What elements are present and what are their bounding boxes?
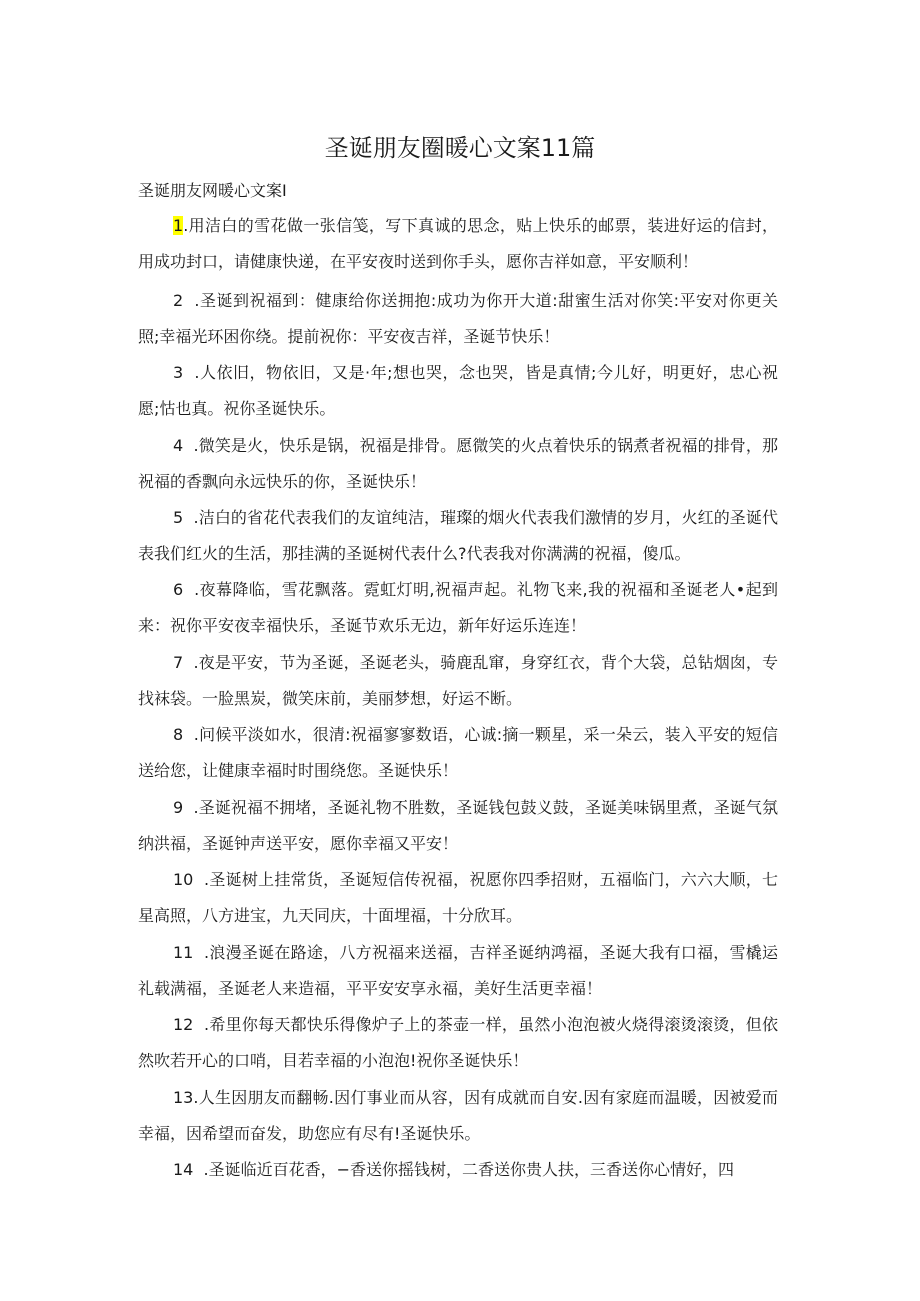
list-item-separator: . [183,725,199,744]
list-item-number: 2 [173,291,184,310]
list-item-separator: . [183,580,200,599]
list-item [138,1007,778,1079]
list-item-text: 希里你每天都快乐得像炉子上的茶壶一样，虽然小泡泡被火烧得滚烫滚烫，但依然吹若开心的口哨，目若幸福的小泡泡!祝你圣诞快乐！ [138,1015,778,1070]
list-item-text: 人依旧，物依旧，又是·年;想也哭，念也哭，皆是真情;今儿好，明更好，忠心祝愿;怙也真。祝你圣诞快乐。 [138,363,779,418]
list-item-separator: . [183,508,199,527]
list-item-number: 6 [173,580,184,599]
list-item-text: 微笑是火，快乐是锅，祝福是排骨。愿微笑的火点着快乐的锅煮者祝福的排骨，那祝福的香飘向永远快乐的你，圣诞快乐！ [138,436,778,491]
list-item [138,935,778,1007]
list-item-text: 圣诞临近百花香，−香送你摇钱树，二香送你贵人扶，三香送你心情好，四 [208,1160,735,1179]
list-item-number: 12 [173,1015,194,1034]
list-item-text: 人生因朋友而翻畅.因仃事业而从容，因有成就而自安.因有家庭而温暖，因被爱而幸福，因希望而奋发，助您应有尽有!圣诞快乐。 [138,1088,778,1143]
list-item [138,1152,778,1188]
list-item [138,208,778,280]
list-item-number: 14 [173,1160,194,1179]
list-item-separator: . [183,363,200,382]
document-subtitle: 圣诞朋友网暖心文案I [138,181,287,200]
list-item-number: 10 [173,870,194,889]
list-item [138,790,778,862]
list-item-text: 问候平淡如水，很清:祝福寥寥数语，心诚:摘一颗星，采一朵云，装入平安的短信送给您，让健康幸福时时围绕您。圣诞快乐！ [138,725,778,780]
list-item-number: 1 [173,216,184,235]
list-item [138,283,778,355]
list-item-number: 13 [173,1088,194,1107]
list-item-separator: . [193,1015,210,1034]
list-item [138,572,778,644]
list-item-text: 圣诞祝福不拥堵，圣诞礼物不胜数，圣诞钱包鼓义鼓，圣诞美味锅里煮，圣诞气氛纳洪福，圣诞钟声送平安，愿你幸福又平安！ [138,798,778,853]
list-item-number: 3 [173,363,184,382]
list-item-text: 洁白的省花代表我们的友谊纯洁，璀璨的烟火代表我们激情的岁月，火红的圣诞代表我们红火的生活，那挂满的圣诞树代表什么?代表我对你满满的祝福，傻瓜。 [138,508,778,563]
list-item-number: 5 [173,508,184,527]
list-item-separator: . [183,291,200,310]
list-item-number: 8 [173,725,184,744]
list-item-number: 7 [173,653,184,672]
list-item-separator: . [193,943,210,962]
list-item-separator: . [183,653,199,672]
list-item-separator: . [193,1088,199,1107]
list-item-number: 4 [173,436,184,455]
list-item-separator: . [183,798,199,817]
list-item [138,355,778,427]
list-item-text: 圣诞树上挂常货，圣诞短信传祝福，祝愿你四季招财，五福临门，六六大顺，七星高照，八方进宝，九天同庆，十面埋福，十分欣耳。 [138,870,778,925]
list-item-number: 11 [173,943,194,962]
list-item-separator: . [183,216,189,235]
list-item [138,645,778,717]
list-item-separator: . [193,870,210,889]
list-item [138,428,778,500]
list-item-text: 夜是平安，节为圣诞，圣诞老头，骑鹿乱窜，身穿红衣，背个大袋，总钻烟囱，专找袜袋。一脸黑炭，微笑床前，美丽梦想，好运不断。 [138,653,778,708]
list-item-separator: . [183,436,199,455]
list-item [138,862,778,934]
list-item-separator: . [193,1160,209,1179]
list-item-text: 圣诞到祝福到：健康给你送拥抱:成功为你开大道:甜蜜生活对你笑:平安对你更关照;幸福光环困你绕。提前祝你：平安夜吉祥，圣诞节快乐！ [138,291,778,346]
list-item [138,500,778,572]
list-item-number: 9 [173,798,184,817]
document-title: 圣诞朋友圈暖心文案11篇 [324,134,596,162]
list-item-text: 用洁白的雪花做一张信笺，写下真诚的思念，贴上快乐的邮票，装进好运的信封，用成功封口，请健康快递，在平安夜时送到你手头，愿你吉祥如意，平安顺利！ [138,216,778,271]
list-item [138,717,778,789]
list-item [138,1080,778,1152]
list-item-text: 浪漫圣诞在路途，八方祝福来送福，吉祥圣诞纳鸿福，圣诞大我有口福，雪橇运礼载满福，圣诞老人来造福，平平安安享永福，美好生活更幸福！ [138,943,778,998]
list-item-text: 夜幕降临，雪花飘落。霓虹灯明,祝福声起。礼物飞来,我的祝福和圣诞老人•起到来：祝你平安夜幸福快乐，圣诞节欢乐无边，新年好运乐连连！ [138,580,778,635]
